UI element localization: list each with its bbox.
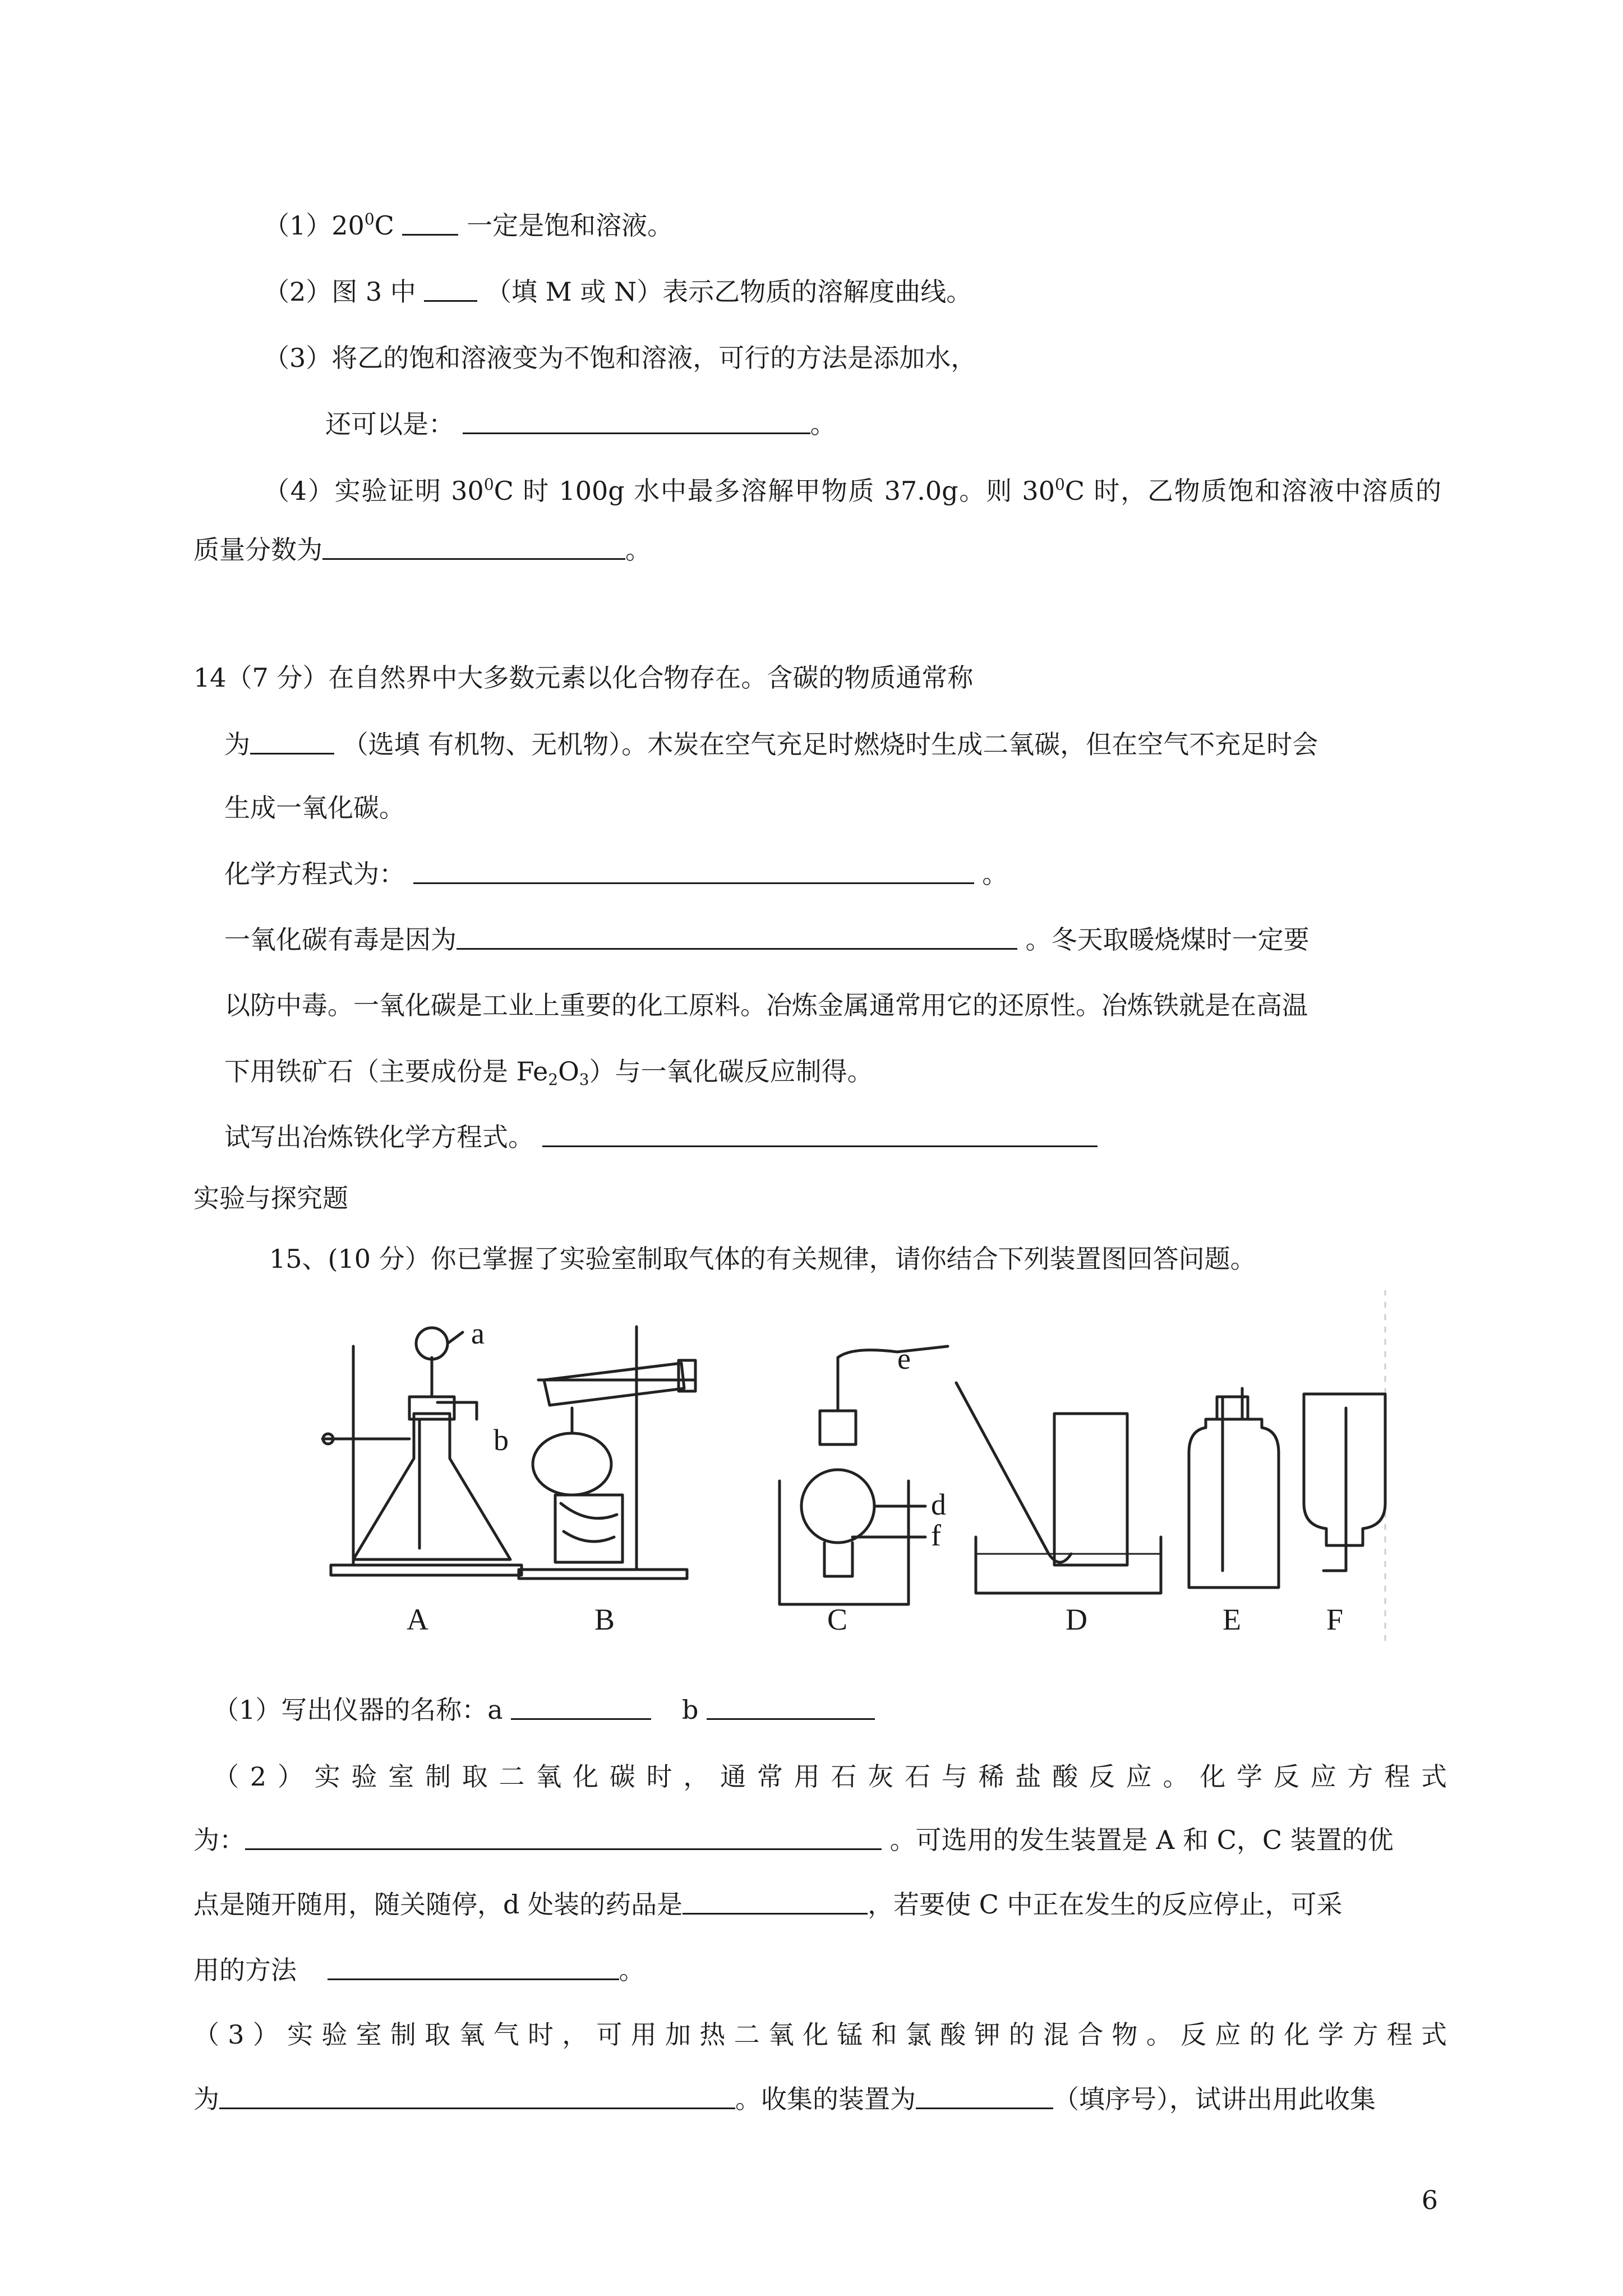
q15-part2-line3: 点是随开随用，随关随停，d 处装的药品是 ，若要使 C 中正在发生的反应停止，可采 bbox=[193, 1889, 1343, 1920]
answer-blank[interactable] bbox=[424, 278, 477, 302]
answer-blank[interactable] bbox=[511, 1696, 651, 1720]
label-d: D bbox=[1066, 1603, 1087, 1636]
q13-part4: （4）实验证明 $30^0C$ 时 100g 水中最多溶解甲物质 37.0g。则 $30^0C$ 时，乙物质饱和溶液中溶质的 bbox=[264, 475, 1441, 506]
q15-part3-line2: 为 。收集的装置为 （填序号），试讲出用此收集 bbox=[193, 2084, 1376, 2114]
apparatus-b bbox=[519, 1327, 695, 1579]
q13-part3-cont: 还可以是： 。 bbox=[325, 409, 836, 439]
q15-part3-line1: （3）实验室制取氧气时，可用加热二氧化锰和氯酸钾的混合物。反应的化学方程式 bbox=[193, 2019, 1447, 2050]
q15-part2-line2: 为： 。可选用的发生装置是 A 和 C，C 装置的优 bbox=[193, 1825, 1394, 1855]
mark-a: a bbox=[471, 1317, 485, 1350]
label-b: B bbox=[594, 1603, 615, 1636]
apparatus-diagram bbox=[269, 1290, 1413, 1644]
apparatus-f bbox=[1304, 1394, 1385, 1571]
q14-line1: 14（7 分）在自然界中大多数元素以化合物存在。含碳的物质通常称 bbox=[193, 662, 974, 693]
answer-blank[interactable] bbox=[245, 1826, 882, 1850]
answer-blank[interactable] bbox=[463, 410, 810, 434]
mark-f: f bbox=[931, 1519, 941, 1552]
apparatus-figure bbox=[269, 1290, 1413, 1644]
label-c: C bbox=[827, 1603, 848, 1636]
answer-blank[interactable] bbox=[542, 1123, 1098, 1147]
q15-intro: 15、(10 分）你已掌握了实验室制取气体的有关规律，请你结合下列装置图回答问题。 bbox=[269, 1244, 1256, 1274]
mark-e: e bbox=[897, 1342, 911, 1375]
q13-part1: $(1)20^0C$ 一定是饱和溶液。 bbox=[264, 210, 674, 241]
q14-line8: 试写出冶炼铁化学方程式。 bbox=[224, 1120, 1098, 1154]
page-number: 6 bbox=[1421, 2185, 1438, 2215]
answer-blank[interactable] bbox=[916, 2085, 1053, 2109]
answer-blank[interactable] bbox=[683, 1890, 868, 1915]
q14-line4: 化学方程式为： 。 bbox=[224, 859, 1008, 889]
q13-part4-cont: 质量分数为 。 bbox=[193, 535, 651, 565]
q14-line6: 以防中毒。一氧化碳是工业上重要的化工原料。冶炼金属通常用它的还原性。冶炼铁就是在高温 bbox=[224, 990, 1308, 1020]
answer-blank[interactable] bbox=[402, 211, 458, 236]
answer-blank[interactable] bbox=[322, 536, 625, 560]
answer-blank[interactable] bbox=[328, 1956, 619, 1980]
label-e: E bbox=[1223, 1603, 1241, 1636]
apparatus-c bbox=[780, 1346, 948, 1604]
mark-d: d bbox=[931, 1488, 946, 1521]
label-a: A bbox=[407, 1603, 428, 1636]
q14-line7: 下用铁矿石（主要成份是 $Fe_2O_3$）与一氧化碳反应制得。 bbox=[224, 1056, 873, 1089]
answer-blank[interactable] bbox=[250, 730, 334, 754]
q13-part2: （2）图 3 中 （填 M 或 N）表示乙物质的溶解度曲线。 bbox=[264, 277, 972, 307]
answer-blank[interactable] bbox=[219, 2085, 735, 2109]
q13-part3: （3）将乙的饱和溶液变为不饱和溶液，可行的方法是添加水， bbox=[264, 343, 977, 373]
answer-blank[interactable] bbox=[413, 860, 974, 884]
q15-part1: （1）写出仪器的名称：a b bbox=[213, 1693, 875, 1727]
label-f: F bbox=[1326, 1603, 1344, 1636]
apparatus-d bbox=[956, 1383, 1161, 1593]
q14-line3: 生成一氧化碳。 bbox=[224, 793, 405, 823]
q14-line2: 为 （选填 有机物、无机物）。木炭在空气充足时燃烧时生成二氧碳，但在空气不充足时会 bbox=[224, 729, 1318, 760]
apparatus-e bbox=[1189, 1388, 1279, 1588]
answer-blank[interactable] bbox=[457, 926, 1017, 950]
q14-line5: 一氧化碳有毒是因为 。冬天取暖烧煤时一定要 bbox=[224, 924, 1310, 955]
answer-blank[interactable] bbox=[707, 1696, 875, 1720]
apparatus-a bbox=[322, 1328, 522, 1575]
q15-part2-line4: 用的方法 。 bbox=[193, 1955, 645, 1985]
q15-part2-line1: （2）实验室制取二氧化碳时，通常用石灰石与稀盐酸反应。化学反应方程式 bbox=[213, 1761, 1447, 1792]
section-heading: 实验与探究题 bbox=[193, 1183, 348, 1213]
mark-b: b bbox=[494, 1423, 509, 1457]
